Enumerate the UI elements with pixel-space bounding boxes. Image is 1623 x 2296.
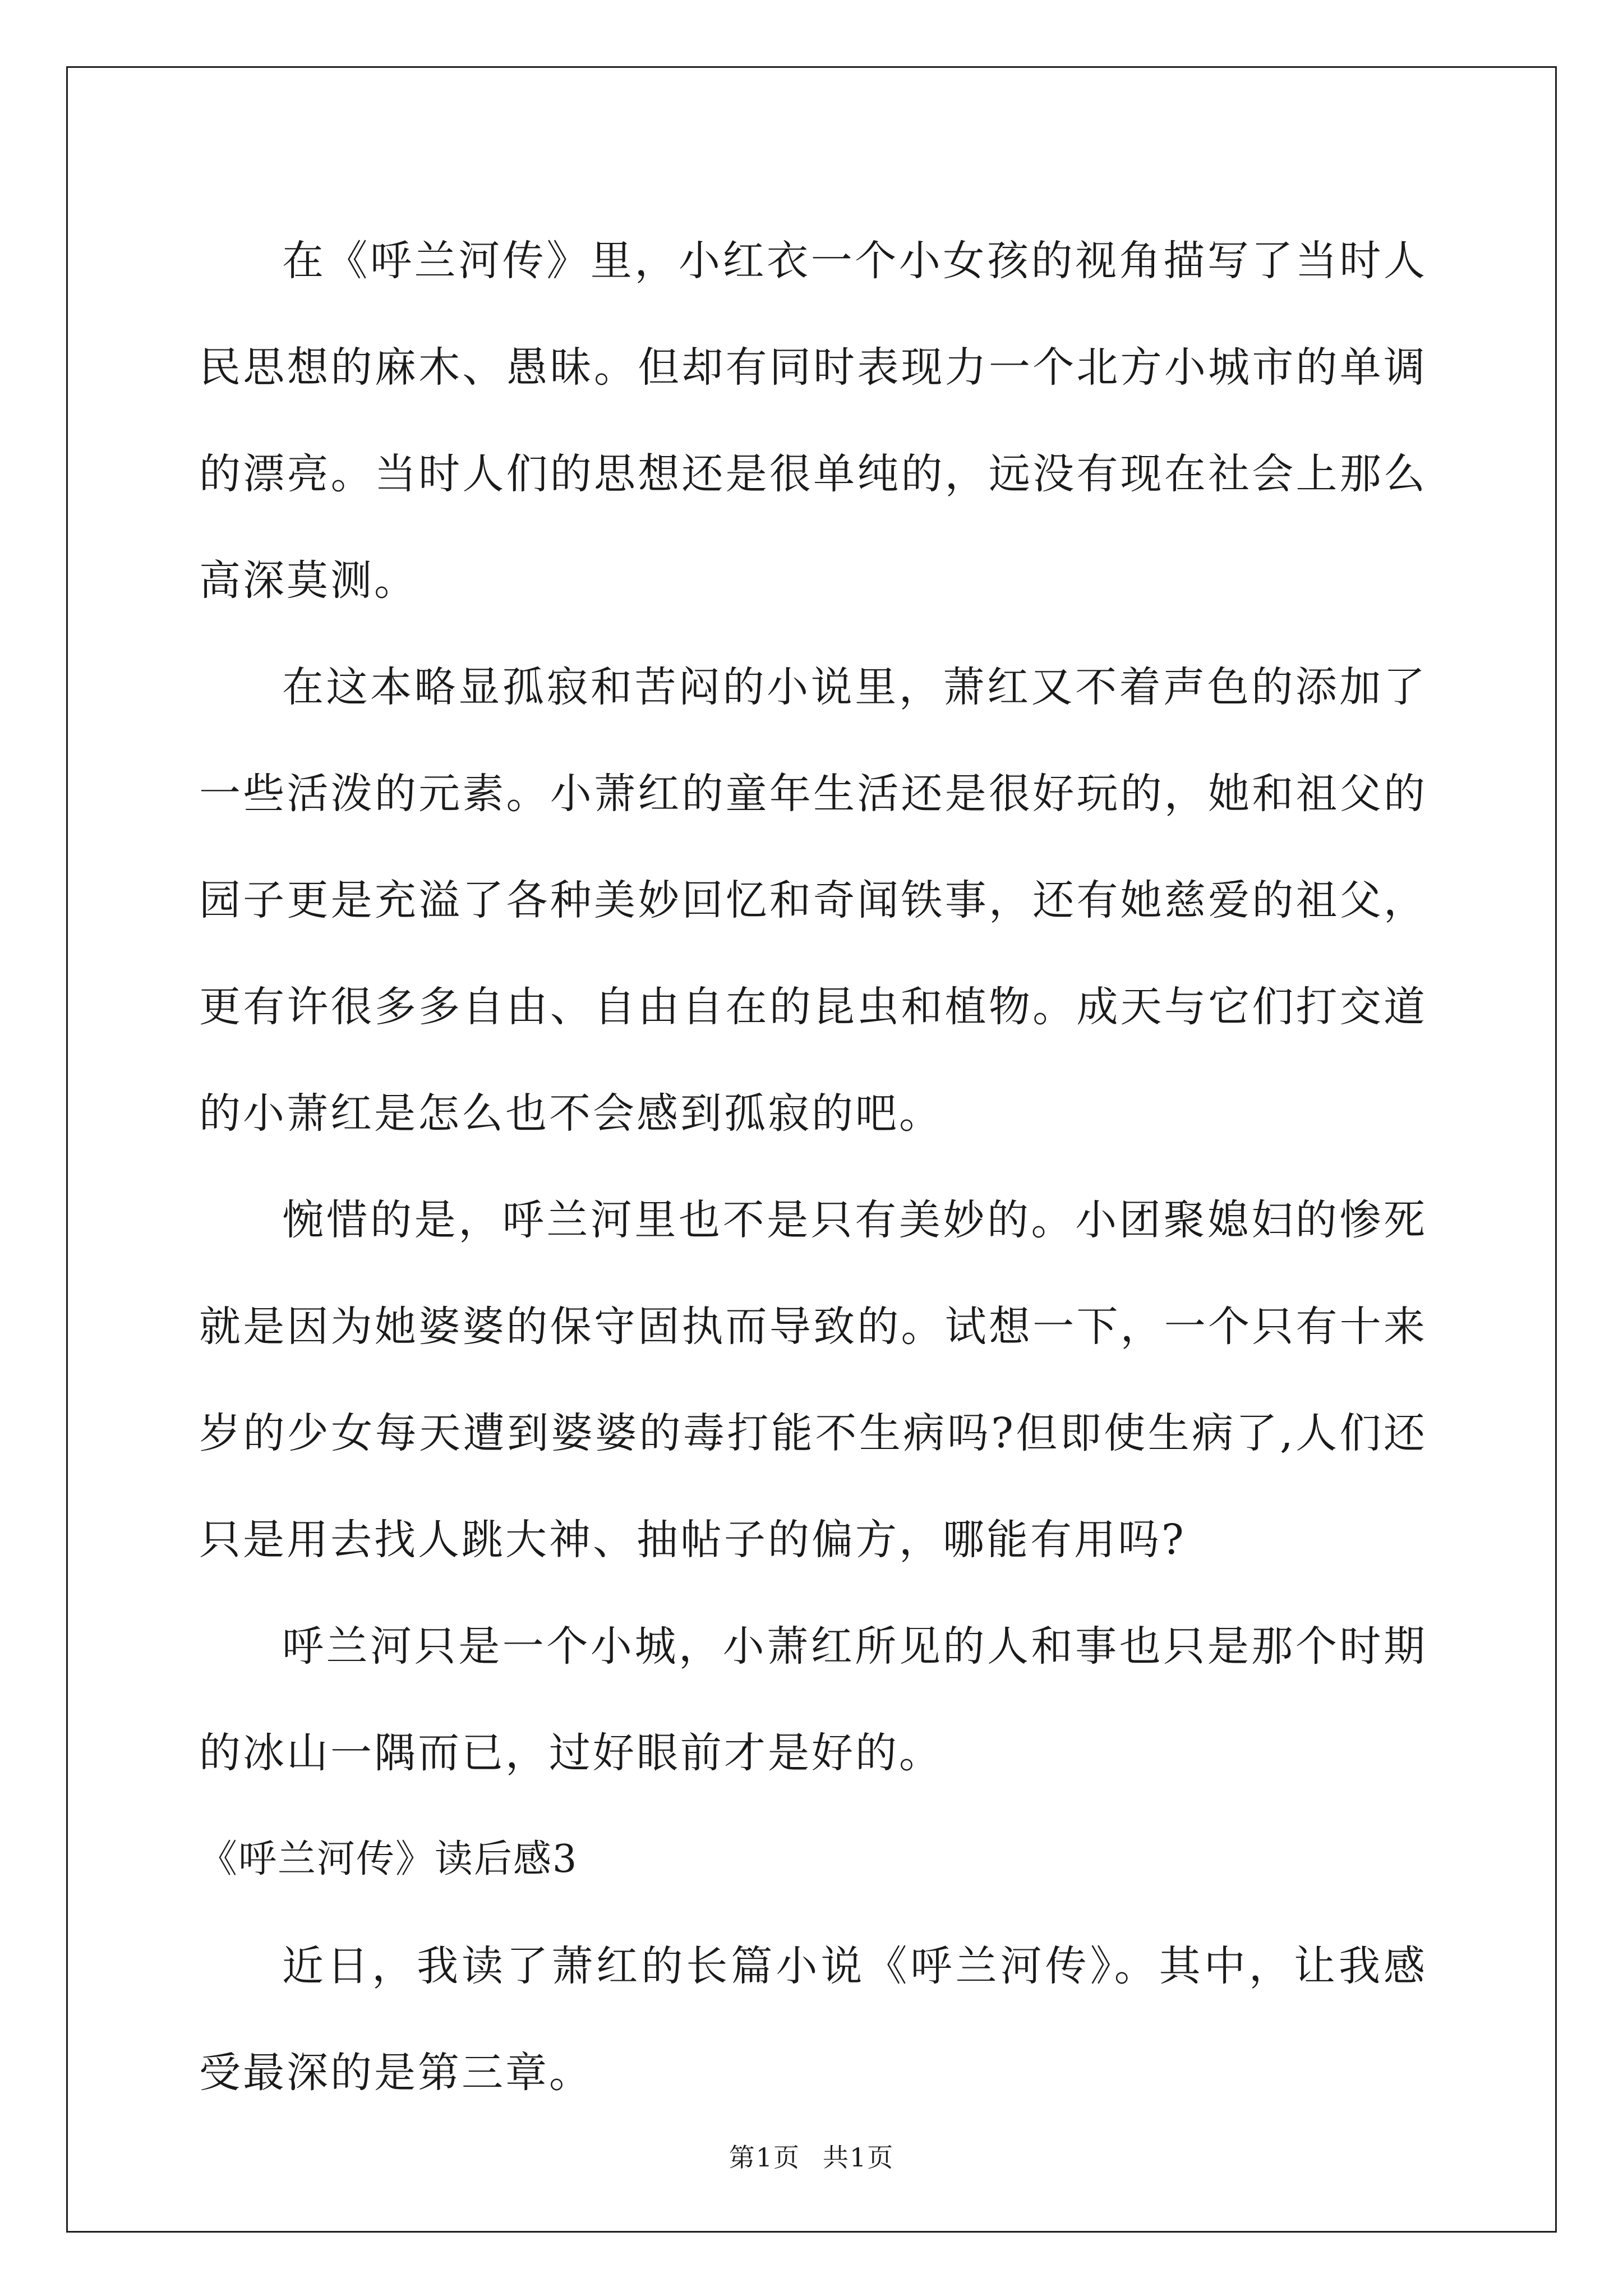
paragraph-3: 惋惜的是，呼兰河里也不是只有美妙的。小团聚媳妇的惨死就是因为她婆婆的保守固执而导致的。试想一下，一个只有十来岁的少女每天遭到婆婆的毒打能不生病吗?但即使生病了,人们还只是用去找人跳大神、抽帖子的偏方，哪能有用吗? <box>199 1196 1427 1564</box>
paragraph-2: 在这本略显孤寂和苦闷的小说里，萧红又不着声色的添加了一些活泼的元素。小萧红的童年生活还是很好玩的，她和祖父的园子更是充溢了各种美妙回忆和奇闻铁事，还有她慈爱的祖父，更有许很多多自由、自由自在的昆虫和植物。成天与它们打交道的小萧红是怎么也不会感到孤寂的吧。 <box>199 663 1427 1138</box>
document-body <box>199 208 1427 2126</box>
paragraph-4: 呼兰河只是一个小城，小萧红所见的人和事也只是那个时期的冰山一隅而已，过好眼前才是好的。 <box>199 1622 1427 1777</box>
section-heading: 《呼兰河传》读后感3 <box>199 1837 578 1881</box>
page-total: 共1页 <box>823 2142 895 2173</box>
page-footer <box>0 2137 1623 2174</box>
page-number: 第1页 <box>728 2142 800 2173</box>
paragraph-1: 在《呼兰河传》里，小红衣一个小女孩的视角描写了当时人民思想的麻木、愚昧。但却有同时表现力一个北方小城市的单调的漂亮。当时人们的思想还是很单纯的，远没有现在社会上那么高深莫测。 <box>199 237 1427 605</box>
paragraph-5: 近日，我读了萧红的长篇小说《呼兰河传》。其中，让我感受最深的是第三章。 <box>199 1942 1427 2097</box>
